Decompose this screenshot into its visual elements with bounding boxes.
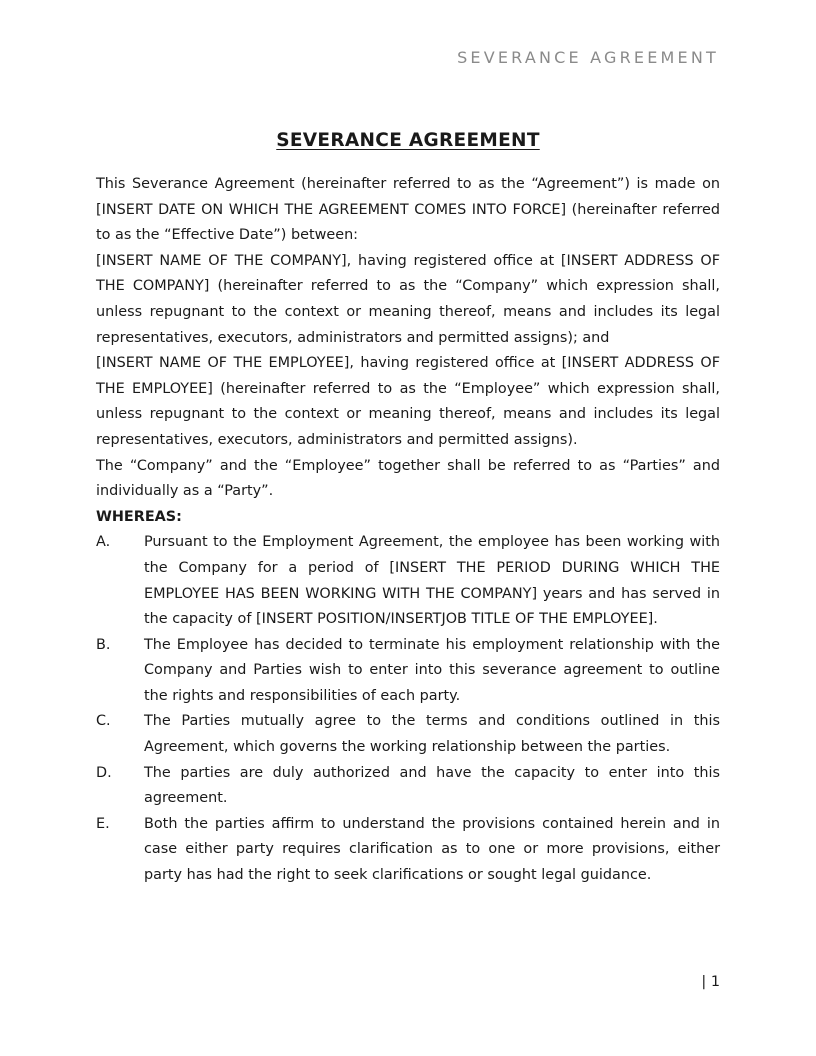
recital-text: Both the parties affirm to understand the provisions contained herein and in case either party requires clarification as to one or more provisions, either party has had the right to seek clarifications or sought legal guidance. [144, 815, 720, 884]
parties-definition-paragraph: The “Company” and the “Employee” together shall be referred to as “Parties” and individually as a “Party”. [96, 457, 720, 500]
recital-letter: D. [96, 764, 112, 781]
recital-text: The Parties mutually agree to the terms and conditions outlined in this Agreement, which governs the working relationship between the parties. [144, 713, 720, 756]
whereas-heading: WHEREAS: [96, 508, 182, 525]
recital-item [96, 709, 720, 760]
recital-letter: A. [96, 534, 111, 551]
recital-letter: B. [96, 636, 111, 653]
recital-text: Pursuant to the Employment Agreement, the employee has been working with the Company for a period of [INSERT THE PERIOD DURING WHICH THE EMPLOYEE HAS BEEN WORKING WITH THE COMPANY] years and has served in the capacity of [INSERT POSITION/INSERTJOB TITLE OF THE EMPLOYEE]. [144, 534, 720, 628]
company-party-paragraph: [INSERT NAME OF THE COMPANY], having registered office at [INSERT ADDRESS OF THE COMPANY] (hereinafter referred to as the “Company” which expression shall, unless repugnant to the context or meaning thereof, means and includes its legal representatives, executors, administrators and permitted assigns); and [96, 252, 720, 346]
recital-item [96, 633, 720, 710]
recital-letter: E. [96, 815, 110, 832]
recital-text: The parties are duly authorized and have the capacity to enter into this agreement. [144, 764, 720, 807]
employee-party-paragraph: [INSERT NAME OF THE EMPLOYEE], having registered office at [INSERT ADDRESS OF THE EMPLOYEE] (hereinafter referred to as the “Employee” which expression shall, unless repugnant to the context or meaning thereof, means and includes its legal representatives, executors, administrators and permitted assigns). [96, 355, 720, 448]
intro-paragraph: This Severance Agreement (hereinafter referred to as the “Agreement”) is made on [INSERT DATE ON WHICH THE AGREEMENT COMES INTO FORCE] (hereinafter referred to as the “Effective Date”) between: [96, 176, 720, 244]
recital-letter: C. [96, 713, 111, 730]
running-header: SEVERANCE AGREEMENT [457, 48, 719, 67]
document-title: SEVERANCE AGREEMENT [276, 130, 540, 151]
recital-item [96, 812, 720, 889]
page-number: | 1 [701, 974, 720, 990]
document-body [96, 172, 720, 889]
recital-item [96, 761, 720, 812]
recital-item [96, 530, 720, 632]
recital-text: The Employee has decided to terminate his employment relationship with the Company and Parties wish to enter into this severance agreement to outline the rights and responsibilities of each party. [144, 636, 720, 704]
